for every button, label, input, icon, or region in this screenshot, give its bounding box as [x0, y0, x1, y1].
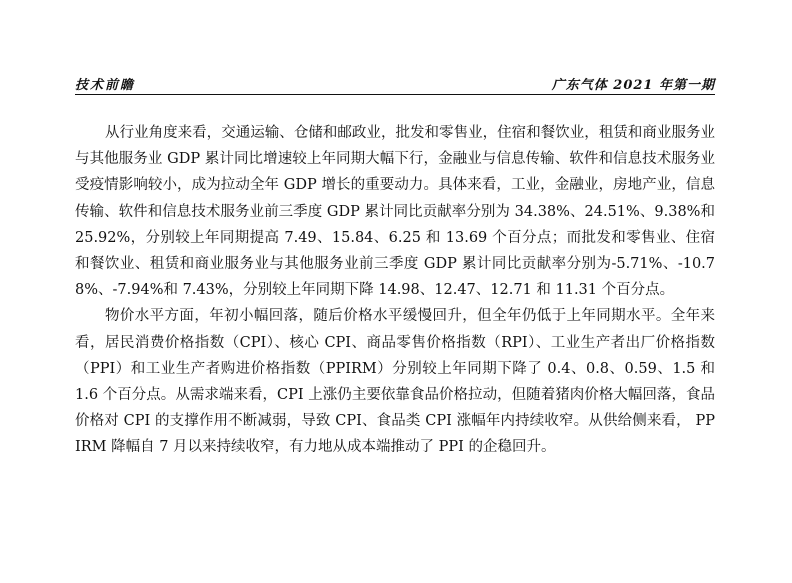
paragraph-prices: 物价水平方面，年初小幅回落，随后价格水平缓慢回升，但全年仍低于上年同期水平。全年来看，居民消费价格指数（CPI）、核心 CPI、商品零售价格指数（RPI）、工业生产者出厂价格指数（PPI）和工业生产者购进价格指数（PPIRM）分别较上年同期下降了 0.4、0.8、0.59、1.5 和 1.6 个百分点。从需求端来看，CPI 上涨仍主要依靠食品价格拉动，但随着猪肉价格大幅回落，食品价格对 CPI 的支撑作用不断减弱，导致 CPI、食品类 CPI 涨幅年内持续收窄。从供给侧来看， PPIRM 降幅自 7 月以来持续收窄，有力地从成本端推动了 PPI 的企稳回升。 [75, 308, 715, 456]
journal-issue: 广东气体 2021 年第一期 [551, 78, 715, 93]
section-title: 技术前瞻 [75, 78, 136, 93]
article-body [75, 120, 715, 461]
paragraph-industry: 从行业角度来看，交通运输、仓储和邮政业，批发和零售业，住宿和餐饮业，租赁和商业服务业与其他服务业 GDP 累计同比增速较上年同期大幅下行，金融业与信息传输、软件和信息技术服务业受疫情影响较小，成为拉动全年 GDP 增长的重要动力。具体来看，工业，金融业，房地产业，信息传输、软件和信息技术服务业前三季度 GDP 累计同比贡献率分别为 34.38%、24.51%、9.38%和 25.92%，分别较上年同期提高 7.49、15.84、6.25 和 13.69 个百分点；而批发和零售业、住宿和餐饮业、租赁和商业服务业与其他服务业前三季度 GDP 累计同比贡献率分别为-5.71%、-10.78%、-7.94%和 7.43%，分别较上年同期下降 14.98、12.47、12.71 和 11.31 个百分点。 [75, 125, 715, 299]
page-header [75, 72, 715, 95]
